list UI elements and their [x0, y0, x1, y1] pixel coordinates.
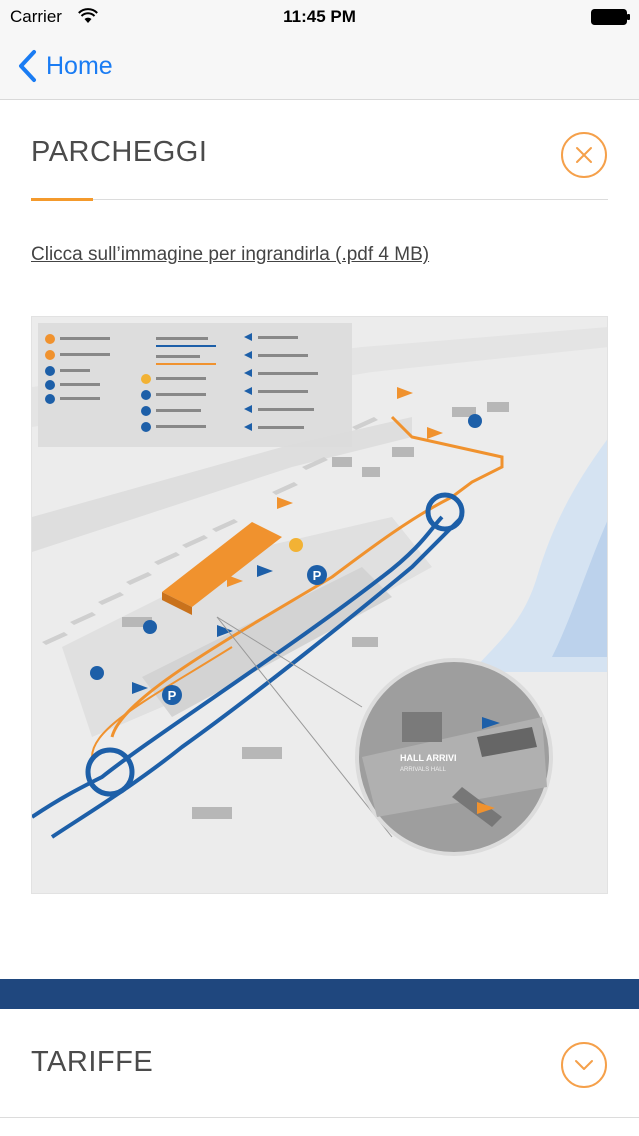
- inset-label-hall: HALL ARRIVI: [400, 753, 457, 763]
- inset-label-arrivals: ARRIVALS HALL: [400, 767, 446, 773]
- section-accent-line: [31, 198, 93, 201]
- status-bar: [0, 0, 639, 34]
- battery-icon: [591, 9, 631, 25]
- section-title-parcheggi: PARCHEGGI: [31, 136, 208, 168]
- expand-section-button[interactable]: [561, 1042, 607, 1088]
- section-title-tariffe: TARIFFE: [31, 1046, 154, 1078]
- svg-text:P: P: [167, 688, 177, 703]
- carrier-label: Carrier: [10, 7, 62, 26]
- back-button[interactable]: [16, 48, 113, 84]
- section-divider: [31, 199, 608, 200]
- back-label: Home: [46, 51, 113, 80]
- section-divider-bottom: [0, 1117, 639, 1118]
- parking-map-illustration: [32, 317, 608, 894]
- chevron-left-icon: [16, 49, 38, 83]
- chevron-down-icon: [563, 1044, 605, 1086]
- section-separator-band: [0, 979, 639, 1009]
- pdf-download-link[interactable]: Clicca sull’immagine per ingrandirla (.pdf 4 MB): [31, 244, 430, 265]
- collapse-section-button[interactable]: [561, 132, 607, 178]
- svg-text:P: P: [312, 568, 322, 583]
- navigation-bar: [0, 34, 639, 100]
- parking-map-image[interactable]: [31, 316, 608, 894]
- clock: 11:45 PM: [283, 7, 356, 26]
- close-icon: [563, 134, 605, 176]
